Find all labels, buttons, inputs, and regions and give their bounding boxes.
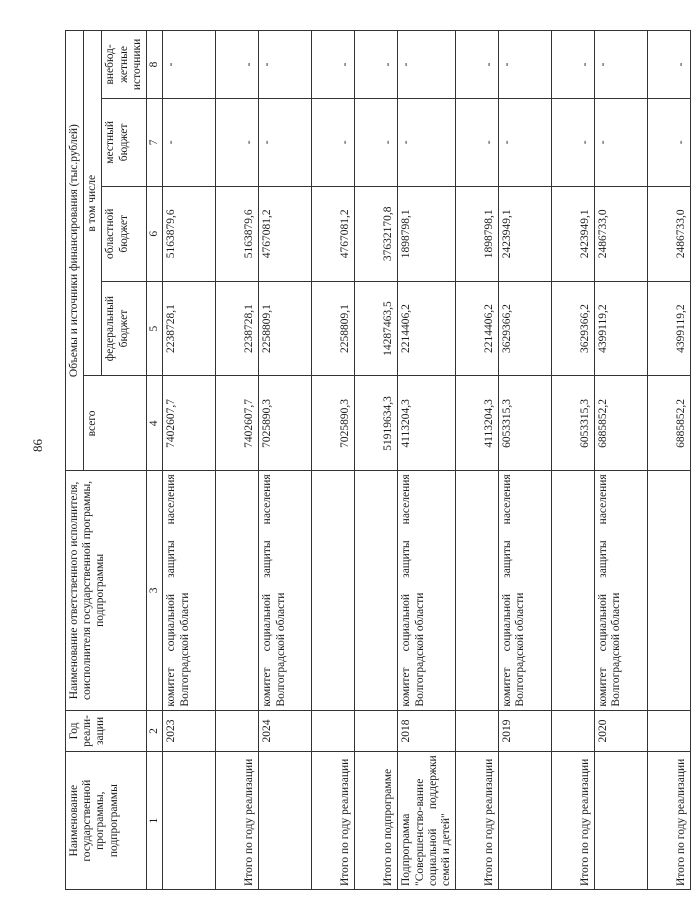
table-row	[355, 31, 398, 890]
table-row	[312, 31, 355, 890]
table-row	[456, 31, 499, 890]
column-number-row	[147, 31, 163, 890]
table-cell-name: Итого по году реализации	[648, 752, 691, 890]
table-row	[499, 31, 552, 890]
table-row	[648, 31, 691, 890]
table-cell-local: -	[499, 98, 552, 186]
col-number: 1	[147, 752, 163, 890]
header-extra: внебюд-жетные источники	[102, 31, 147, 99]
table-cell-total: 6885852,2	[648, 376, 691, 471]
table-cell-total: 7402607,7	[216, 376, 259, 471]
table-cell-exec	[648, 471, 691, 710]
table-cell-year	[456, 710, 499, 752]
table-cell-regional: 2423949,1	[552, 186, 595, 281]
table-cell-regional: 4767081,2	[312, 186, 355, 281]
table-cell-total: 4113204,3	[398, 376, 456, 471]
table-cell-total: 51919634,3	[355, 376, 398, 471]
table-row	[398, 31, 456, 890]
table-cell-exec	[552, 471, 595, 710]
table-cell-name: Итого по году реализации	[456, 752, 499, 890]
header-total: всего	[84, 376, 147, 471]
table-cell-federal: 2258809,1	[312, 281, 355, 376]
table-cell-name	[595, 752, 648, 890]
header-federal: федеральный бюджет	[102, 281, 147, 376]
table-cell-exec	[355, 471, 398, 710]
table-cell-exec	[312, 471, 355, 710]
table-row	[552, 31, 595, 890]
table-cell-year: 2024	[259, 710, 312, 752]
col-number: 6	[147, 186, 163, 281]
table-cell-total: 7025890,3	[259, 376, 312, 471]
table-cell-federal: 3629366,2	[552, 281, 595, 376]
table-cell-year: 2020	[595, 710, 648, 752]
table-cell-year	[355, 710, 398, 752]
page-number: 86	[30, 439, 45, 452]
table-cell-total: 7025890,3	[312, 376, 355, 471]
table-cell-regional: 2486733,0	[595, 186, 648, 281]
table-cell-year	[216, 710, 259, 752]
header-executor: Наименование ответственного исполнителя, соисполнителя государственной программы, подпрограммы	[66, 471, 147, 710]
table-cell-federal: 2214406,2	[398, 281, 456, 376]
table-cell-local: -	[456, 98, 499, 186]
table-cell-regional: 5163879,6	[163, 186, 216, 281]
table-cell-year: 2019	[499, 710, 552, 752]
table-row	[259, 31, 312, 890]
table-cell-exec	[456, 471, 499, 710]
table-cell-exec: комитет социальной защиты населения Волгоградской области	[595, 471, 648, 710]
table-cell-exec: комитет социальной защиты населения Волгоградской области	[398, 471, 456, 710]
table-row	[595, 31, 648, 890]
table-cell-name: Итого по году реализации	[552, 752, 595, 890]
table-cell-regional: 1898798,1	[398, 186, 456, 281]
col-number: 7	[147, 98, 163, 186]
table-cell-name	[163, 752, 216, 890]
table-cell-federal: 2238728,1	[163, 281, 216, 376]
table-cell-extra: -	[163, 31, 216, 99]
table-cell-year	[312, 710, 355, 752]
table-cell-extra: -	[259, 31, 312, 99]
table-row	[216, 31, 259, 890]
header-including: в том числе	[84, 31, 102, 376]
table-cell-name	[259, 752, 312, 890]
table-cell-exec: комитет социальной защиты населения Волгоградской области	[259, 471, 312, 710]
header-regional: областной бюджет	[102, 186, 147, 281]
table-cell-extra: -	[216, 31, 259, 99]
table-cell-extra: -	[499, 31, 552, 99]
table-cell-local: -	[552, 98, 595, 186]
table-cell-total: 7402607,7	[163, 376, 216, 471]
table-cell-extra: -	[595, 31, 648, 99]
table-cell-name: Итого по году реализации	[216, 752, 259, 890]
table-cell-federal: 2258809,1	[259, 281, 312, 376]
table-cell-local: -	[595, 98, 648, 186]
table-cell-name: Подпрограмма "Совершенство-вание социальной поддержки семей и детей"	[398, 752, 456, 890]
table-cell-federal: 4399119,2	[648, 281, 691, 376]
table-cell-federal: 4399119,2	[595, 281, 648, 376]
table-cell-federal: 2214406,2	[456, 281, 499, 376]
table-cell-local: -	[216, 98, 259, 186]
table-cell-regional: 2486733,0	[648, 186, 691, 281]
table-cell-year: 2023	[163, 710, 216, 752]
table-cell-local: -	[398, 98, 456, 186]
table-cell-exec: комитет социальной защиты населения Волгоградской области	[163, 471, 216, 710]
table-cell-name	[499, 752, 552, 890]
table-cell-extra: -	[648, 31, 691, 99]
table-cell-total: 6053315,3	[552, 376, 595, 471]
table-cell-total: 6053315,3	[499, 376, 552, 471]
table-cell-federal: 2238728,1	[216, 281, 259, 376]
table-cell-extra: -	[552, 31, 595, 99]
table-cell-extra: -	[312, 31, 355, 99]
header-year: Год реали-зации	[66, 710, 147, 752]
table-cell-total: 4113204,3	[456, 376, 499, 471]
table-cell-local: -	[163, 98, 216, 186]
table-cell-extra: -	[355, 31, 398, 99]
table-cell-federal: 14287463,5	[355, 281, 398, 376]
table-cell-local: -	[648, 98, 691, 186]
table-cell-extra: -	[456, 31, 499, 99]
table-cell-total: 6885852,2	[595, 376, 648, 471]
col-number: 4	[147, 376, 163, 471]
table-row	[163, 31, 216, 890]
table-cell-local: -	[259, 98, 312, 186]
table-cell-exec: комитет социальной защиты населения Волгоградской области	[499, 471, 552, 710]
table-cell-year	[648, 710, 691, 752]
col-number: 5	[147, 281, 163, 376]
table-cell-name: Итого по подпрограмме	[355, 752, 398, 890]
table-cell-exec	[216, 471, 259, 710]
header-local: местный бюджет	[102, 98, 147, 186]
col-number: 8	[147, 31, 163, 99]
header-funding: Объемы и источники финансирования (тыс.рублей)	[66, 31, 84, 471]
col-number: 2	[147, 710, 163, 752]
col-number: 3	[147, 471, 163, 710]
rotated-page	[65, 30, 687, 890]
table-cell-regional: 37632170,8	[355, 186, 398, 281]
table-cell-year: 2018	[398, 710, 456, 752]
table-cell-name: Итого по году реализации	[312, 752, 355, 890]
funding-table	[65, 30, 691, 890]
table-cell-federal: 3629366,2	[499, 281, 552, 376]
table-cell-regional: 4767081,2	[259, 186, 312, 281]
table-cell-regional: 1898798,1	[456, 186, 499, 281]
table-cell-regional: 2423949,1	[499, 186, 552, 281]
table-cell-local: -	[355, 98, 398, 186]
table-cell-extra: -	[398, 31, 456, 99]
table-cell-regional: 5163879,6	[216, 186, 259, 281]
header-program-name: Наименование государственной программы, подпрограммы	[66, 752, 147, 890]
table-cell-local: -	[312, 98, 355, 186]
table-cell-year	[552, 710, 595, 752]
